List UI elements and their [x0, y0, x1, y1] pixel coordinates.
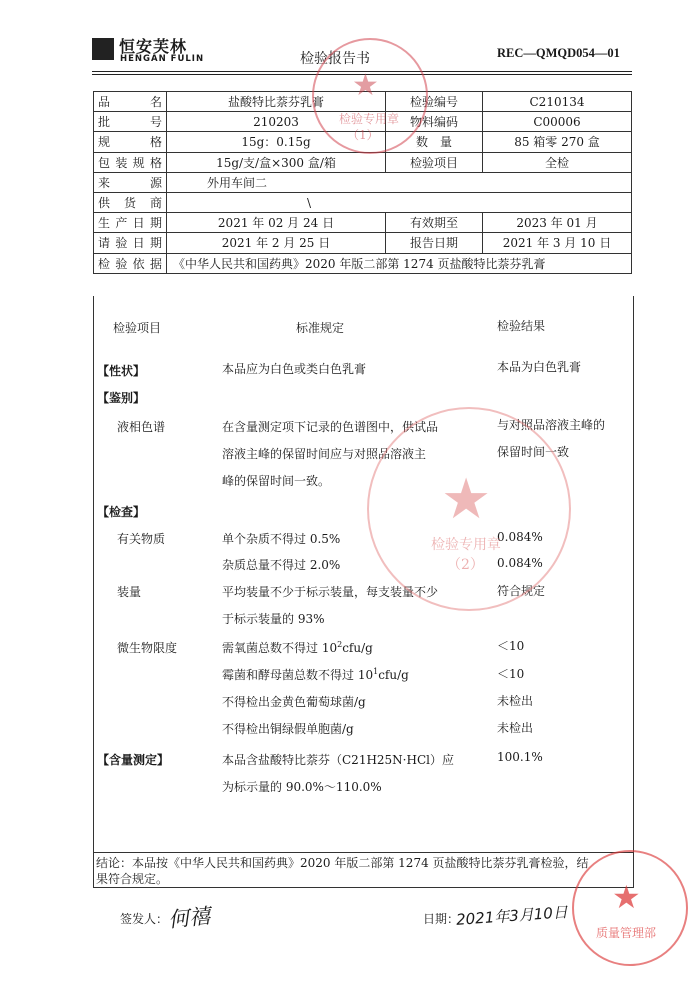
assay-standard-2: 为标示量的 90.0%～110.0% [222, 780, 382, 794]
lc-result-2: 保留时间一致 [497, 445, 570, 459]
character-standard: 本品应为白色或类白色乳膏 [222, 362, 367, 376]
col-header-item: 检验项目 [113, 321, 162, 335]
expiry-value: 2023 年 01 月 [483, 213, 632, 233]
brand-name-cn: 恒安芙林 [119, 37, 188, 56]
related-standard-1: 单个杂质不得过 0.5% [222, 532, 341, 546]
check-heading: 【检查】 [97, 505, 146, 519]
lc-result-1: 与对照品溶液主峰的 [497, 418, 606, 432]
issuer-label: 签发人： [120, 912, 169, 926]
micro-standard-1-text: 需氧菌总数不得过 10 [222, 641, 338, 655]
document-title: 检验报告书 [300, 51, 370, 67]
table-row [94, 233, 632, 253]
brand-name-en: HENGAN FULIN [120, 54, 205, 64]
mfg-date-label: 生产日期 [94, 213, 167, 233]
micro-standard-3: 不得检出金黄色葡萄球菌/g [222, 695, 366, 709]
micro-standard-2-text: 霉菌和酵母菌总数不得过 10 [222, 668, 374, 682]
assay-standard-1: 本品含盐酸特比萘芬（C21H25N·HCl）应 [222, 753, 454, 767]
pack-label: 包装规格 [94, 152, 167, 172]
micro-standard-2-unit: cfu/g [378, 668, 409, 682]
item-value: 全检 [483, 152, 632, 172]
spec-label: 规 格 [94, 132, 167, 152]
micro-standard-2-exp: 1 [373, 667, 379, 676]
micro-result-3: 未检出 [497, 694, 534, 708]
identification-heading: 【鉴别】 [97, 391, 146, 405]
request-date-value: 2021 年 2 月 25 日 [167, 233, 386, 253]
expiry-label: 有效期至 [386, 213, 483, 233]
quantity-value: 85 箱零 270 盒 [483, 132, 632, 152]
micro-result-1: ＜10 [497, 639, 525, 653]
product-label: 品 名 [94, 92, 167, 112]
material-code-label: 物料编码 [386, 112, 483, 132]
quality-dept-stamp [572, 850, 688, 966]
conclusion-line-2: 果符合规定。 [96, 872, 169, 886]
lc-standard-1: 在含量测定项下记录的色谱图中，供试品 [222, 420, 439, 434]
character-result: 本品为白色乳膏 [497, 360, 582, 374]
table-row [94, 253, 632, 273]
micro-standard-1-unit: cfu/g [342, 641, 373, 655]
mfg-date-value: 2021 年 02 月 24 日 [167, 213, 386, 233]
date-label: 日期： [423, 912, 460, 926]
spec-value: 15g：0.15g [167, 132, 386, 152]
assay-heading: 【含量测定】 [97, 753, 170, 767]
supplier-value: \ [167, 192, 632, 212]
report-date-value: 2021 年 3 月 10 日 [483, 233, 632, 253]
basis-value: 《中华人民共和国药典》2020 年版二部第 1274 页盐酸特比萘芬乳膏 [167, 253, 632, 273]
source-label: 来 源 [94, 172, 167, 192]
micro-standard-2 [222, 666, 409, 683]
stamp-1-label: 检验专用章 [339, 112, 400, 126]
lc-standard-2: 溶液主峰的保留时间应与对照品溶液主 [222, 447, 427, 461]
fill-result: 符合规定 [497, 584, 546, 598]
product-value: 盐酸特比萘芬乳膏 [167, 92, 386, 112]
pack-value: 15g/支/盒×300 盒/箱 [167, 152, 386, 172]
report-no-label: 检验编号 [386, 92, 483, 112]
supplier-label: 供货商 [94, 192, 167, 212]
fill-standard-2: 于标示装量的 93% [222, 612, 325, 626]
batch-label: 批 号 [94, 112, 167, 132]
lc-standard-3: 峰的保留时间一致。 [222, 474, 331, 488]
stamp-star-icon: ★ [441, 467, 492, 532]
basis-label: 检验依据 [94, 253, 167, 273]
inspection-stamp-2 [367, 407, 571, 611]
col-header-standard: 标准规定 [296, 321, 345, 335]
document-code: REC—QMQD054—01 [497, 46, 620, 60]
table-row [94, 152, 632, 172]
stamp-1-number: （1） [347, 128, 379, 142]
results-section [93, 296, 634, 853]
quantity-label: 数 量 [386, 132, 483, 152]
table-row [94, 192, 632, 212]
source-value: 外用车间二 [167, 172, 632, 192]
col-header-result: 检验结果 [497, 319, 546, 333]
fill-item: 装量 [117, 585, 142, 599]
brand-logo-icon [92, 38, 114, 60]
date-signature: 2021年3月10日 [455, 903, 569, 929]
stamp-2-label: 检验专用章 [431, 537, 501, 553]
micro-result-2: ＜10 [497, 667, 525, 681]
inspection-stamp-1 [312, 38, 428, 154]
table-row [94, 172, 632, 192]
stamp-3-label: 质量管理部 [596, 926, 657, 940]
report-no-value: C210134 [483, 92, 632, 112]
report-date-label: 报告日期 [386, 233, 483, 253]
stamp-2-number: （2） [447, 557, 484, 573]
character-heading: 【性状】 [97, 364, 146, 378]
batch-value: 210203 [167, 112, 386, 132]
related-result-1: 0.084% [497, 530, 543, 544]
request-date-label: 请验日期 [94, 233, 167, 253]
micro-standard-4: 不得检出铜绿假单胞菌/g [222, 722, 354, 736]
fill-standard-1: 平均装量不少于标示装量，每支装量不少 [222, 585, 439, 599]
issuer-signature: 何禧 [166, 903, 212, 933]
item-label: 检验项目 [386, 152, 483, 172]
micro-standard-1-exp: 2 [337, 640, 343, 649]
assay-result: 100.1% [497, 750, 543, 764]
related-standard-2: 杂质总量不得过 2.0% [222, 558, 341, 572]
conclusion-line-1: 结论：本品按《中华人民共和国药典》2020 年版二部第 1274 页盐酸特比萘芬乳膏检验，结 [96, 856, 589, 870]
microbial-limit-item: 微生物限度 [117, 641, 178, 655]
material-code-value: C00006 [483, 112, 632, 132]
stamp-star-icon: ★ [352, 68, 379, 103]
lc-item: 液相色谱 [117, 420, 166, 434]
table-row [94, 213, 632, 233]
conclusion-box [93, 852, 634, 888]
related-substances-item: 有关物质 [117, 532, 166, 546]
micro-standard-1 [222, 639, 373, 656]
related-result-2: 0.084% [497, 556, 543, 570]
stamp-star-icon: ★ [612, 878, 641, 916]
micro-result-4: 未检出 [497, 721, 534, 735]
